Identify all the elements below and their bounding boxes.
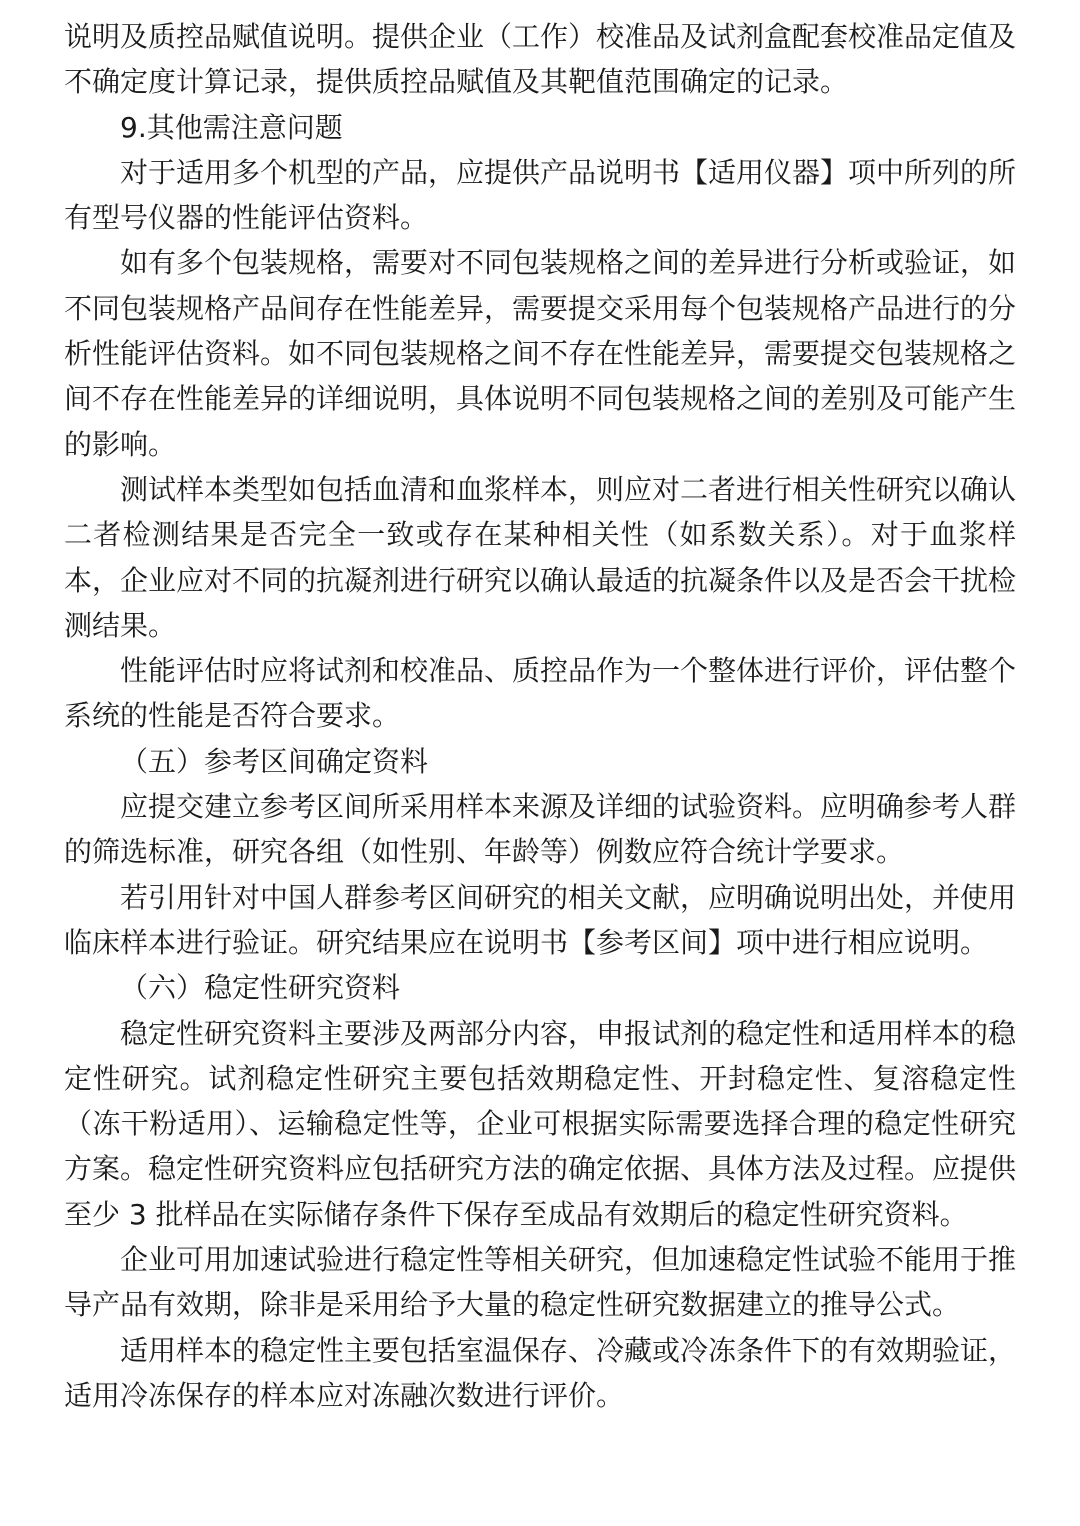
paragraph-reference-literature: 若引用针对中国人群参考区间研究的相关文献，应明确说明出处，并使用临床样本进行验证。研究结果应在说明书【参考区间】项中进行相应说明。 xyxy=(64,880,1017,959)
paragraph-accelerated-test: 企业可用加速试验进行稳定性等相关研究，但加速稳定性试验不能用于推导产品有效期，除非是采用给予大量的稳定性研究数据建立的推导公式。 xyxy=(64,1243,1017,1322)
paragraph-packaging-specifications: 如有多个包装规格，需要对不同包装规格之间的差异进行分析或验证，如不同包装规格产品间存在性能差异，需要提交采用每个包装规格产品进行的分析性能评估资料。如不同包装规格之间不存在性能差异，需要提交包装规格之间不存在性能差异的详细说明，具体说明不同包装规格之间的差别及可能产生的影响。 xyxy=(64,246,1017,461)
paragraph-calibration-value-assignment: 说明及质控品赋值说明。提供企业（工作）校准品及试剂盒配套校准品定值及不确定度计算记录，提供质控品赋值及其靶值范围确定的记录。 xyxy=(64,20,1017,99)
paragraph-system-performance: 性能评估时应将试剂和校准品、质控品作为一个整体进行评价，评估整个系统的性能是否符合要求。 xyxy=(64,654,1017,733)
paragraph-reference-interval-data: 应提交建立参考区间所采用样本来源及详细的试验资料。应明确参考人群的筛选标准，研究各组（如性别、年龄等）例数应符合统计学要求。 xyxy=(64,790,1017,869)
heading-stability-study: （六）稳定性研究资料 xyxy=(120,971,401,1005)
heading-reference-interval: （五）参考区间确定资料 xyxy=(120,744,429,778)
paragraph-stability-content: 稳定性研究资料主要涉及两部分内容，申报试剂的稳定性和适用样本的稳定性研究。试剂稳定性研究主要包括效期稳定性、开封稳定性、复溶稳定性（冻干粉适用）、运输稳定性等，企业可根据实际需要选择合理的稳定性研究方案。稳定性研究资料应包括研究方法的确定依据、具体方法及过程。应提供至少 3 批样品在实际储存条件下保存至成品有效期后的稳定性研究资料。 xyxy=(64,1016,1017,1231)
paragraph-multiple-instrument-models: 对于适用多个机型的产品，应提供产品说明书【适用仪器】项中所列的所有型号仪器的性能评估资料。 xyxy=(64,155,1017,235)
paragraph-sample-types: 测试样本类型如包括血清和血浆样本，则应对二者进行相关性研究以确认二者检测结果是否完全一致或存在某种相关性（如系数关系）。对于血浆样本，企业应对不同的抗凝剂进行研究以确认最适的抗凝条件以及是否会干扰检测结果。 xyxy=(64,472,1017,642)
paragraph-sample-stability: 适用样本的稳定性主要包括室温保存、冷藏或冷冻条件下的有效期验证，适用冷冻保存的样本应对冻融次数进行评价。 xyxy=(64,1333,1017,1412)
heading-other-notes: 9.其他需注意问题 xyxy=(120,110,343,144)
